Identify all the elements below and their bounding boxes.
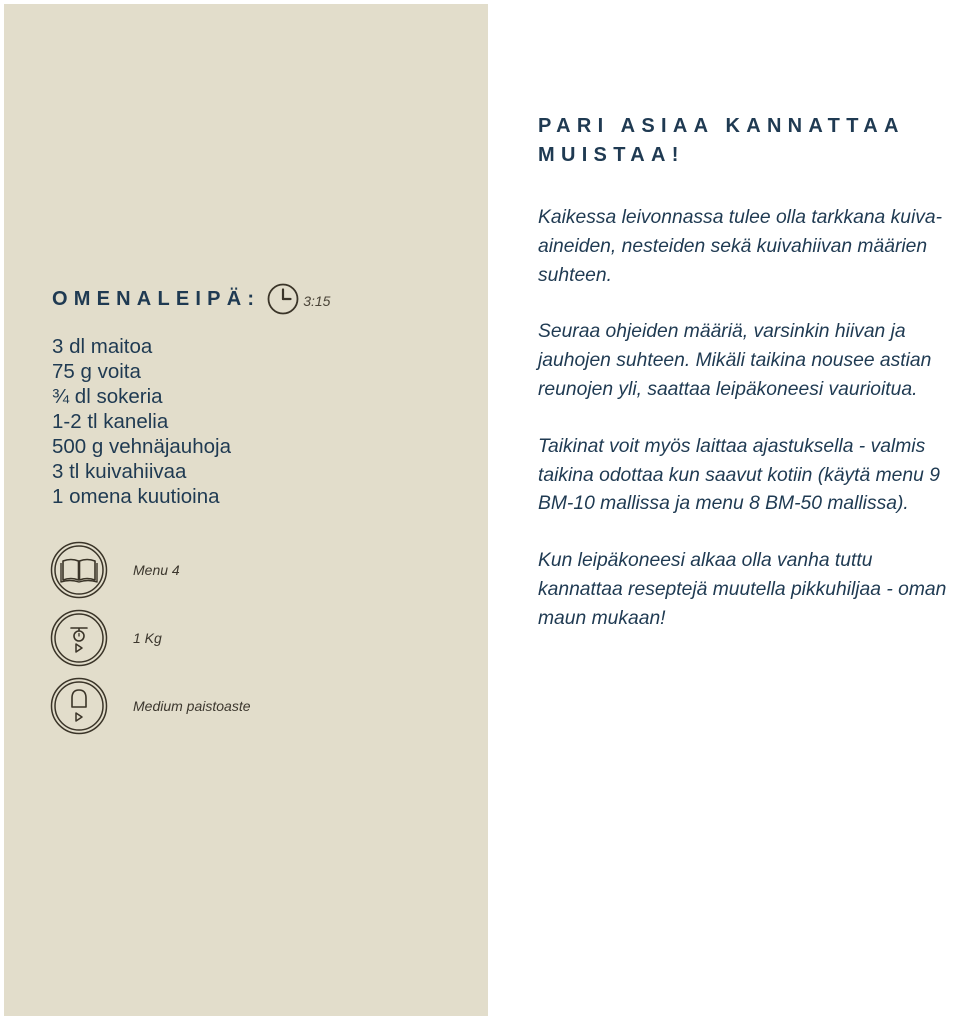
recipe-title: OMENALEIPÄ: [52,288,261,310]
timer [266,282,330,316]
ingredient-item: 1 omena kuutioina [52,485,220,508]
book-icon [50,541,108,599]
tip-paragraph: Kaikessa leivonnassa tulee olla tarkkana kuiva-aineiden, nesteiden sekä kuivahiivan määrien suhteen. [538,207,943,286]
recipe-panel [4,4,488,1016]
bake-time: 3:15 [303,293,331,309]
spec-label: Menu 4 [133,562,180,578]
tip-paragraph: Kun leipäkoneesi alkaa olla vanha tuttu kannattaa reseptejä muutella pikkuhiljaa - oman maun mukaan! [538,550,947,629]
tips-column [538,112,960,634]
spec-label: Medium paistoaste [133,698,251,714]
spec-crust [50,677,251,735]
ingredient-item: 3 tl kuivahiivaa [52,460,187,483]
ingredient-list [52,334,231,509]
spec-menu [50,541,180,599]
ingredient-item: 75 g voita [52,360,141,383]
ingredient-item: 500 g vehnäjauhoja [52,435,231,458]
bread-icon [50,677,108,735]
tips-heading: PARI ASIAA KANNATTAA MUISTAA! [538,115,904,166]
ingredient-item: ¾ dl sokeria [52,385,163,408]
recipe-header [52,283,330,316]
spec-label: 1 Kg [133,630,162,646]
ingredient-item: 3 dl maitoa [52,335,153,358]
ingredient-item: 1-2 tl kanelia [52,410,169,433]
scale-icon [50,609,108,667]
tip-paragraph: Taikinat voit myös laittaa ajastuksella - valmis taikina odottaa kun saavut kotiin (käytä menu 9 BM-10 mallissa ja menu 8 BM-50 mallissa). [538,435,940,515]
tip-paragraph: Seuraa ohjeiden määriä, varsinkin hiivan ja jauhojen suhteen. Mikäli taikina nousee astian reunojen yli, saattaa leipäkoneesi vaurioitua. [538,321,932,400]
clock-icon [266,282,300,316]
spec-weight [50,609,162,667]
